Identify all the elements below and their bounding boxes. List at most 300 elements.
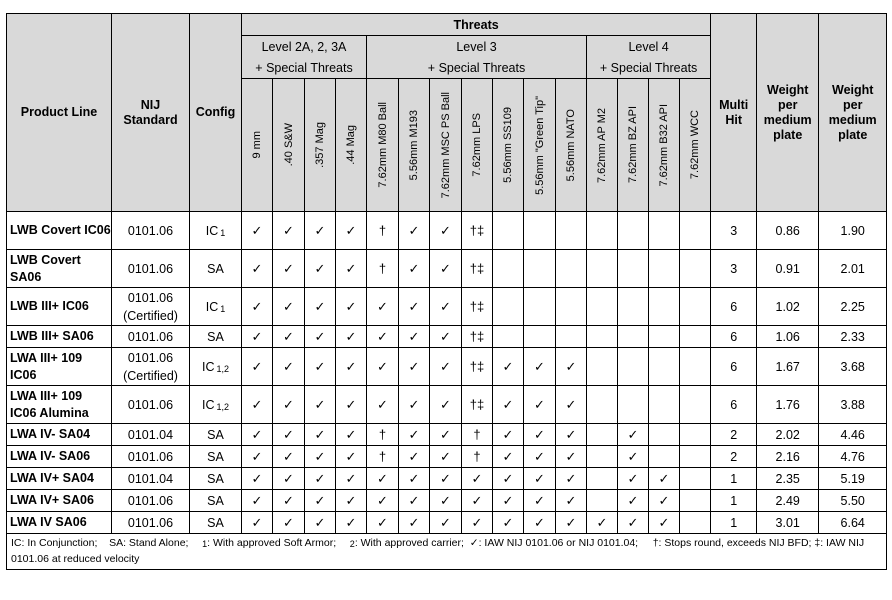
threat-cell: ✓	[556, 490, 587, 512]
weight-kg-cell: 2.16	[757, 446, 819, 468]
threat-header-label: 7.62mm B32 API	[658, 103, 670, 187]
config-value: SA	[207, 493, 224, 508]
threat-cell: ✓	[273, 490, 305, 512]
threat-cell: ✓	[493, 348, 524, 386]
config-value: SA	[207, 471, 224, 486]
threat-cell: ✓	[336, 468, 367, 490]
threat-header-14	[680, 79, 711, 212]
threat-cell: ✓	[336, 348, 367, 386]
threat-cell: ✓	[556, 468, 587, 490]
weight-lb-cell: 4.46	[819, 424, 887, 446]
threat-header-label: .357 Mag	[314, 122, 326, 168]
threat-cell	[618, 348, 649, 386]
threat-cell: ✓	[336, 386, 367, 424]
threat-cell	[680, 250, 711, 288]
threat-header-5	[399, 79, 430, 212]
nij-standard-value: 0101.06	[127, 290, 174, 305]
weight-lb-cell: 1.90	[819, 212, 887, 250]
nij-standard-cell	[112, 250, 190, 288]
multi-hit-cell: 1	[711, 490, 757, 512]
threat-header-6	[430, 79, 462, 212]
nij-standard-value: 0101.06	[127, 223, 174, 238]
threat-header-label: 7.62mm AP M2	[596, 107, 608, 183]
certified-note: (Certified)	[123, 308, 178, 323]
nij-standard-value: 0101.06	[127, 329, 174, 344]
threat-header-11	[587, 79, 618, 212]
nij-standard-value: 0101.06	[127, 449, 174, 464]
config-value: SA	[207, 515, 224, 530]
threat-cell	[649, 250, 680, 288]
threat-cell: ✓	[242, 512, 273, 534]
threat-cell	[680, 212, 711, 250]
threat-cell	[649, 326, 680, 348]
threat-cell	[556, 326, 587, 348]
header-config: Config	[190, 14, 242, 212]
threat-cell: ✓	[524, 424, 556, 446]
multi-hit-cell: 6	[711, 326, 757, 348]
weight-kg-cell: 1.02	[757, 288, 819, 326]
threat-header-label: 7.62mm MSC PS Ball	[439, 91, 452, 199]
config-cell	[190, 326, 242, 348]
threat-header-label: 7.62mm M80 Ball	[376, 102, 389, 188]
threat-cell: ✓	[556, 512, 587, 534]
weight-lb-cell: 5.50	[819, 490, 887, 512]
table-row	[7, 424, 887, 446]
nij-standard-cell	[112, 512, 190, 534]
threat-cell	[587, 212, 618, 250]
threat-cell: ✓	[367, 326, 399, 348]
nij-standard-value: 0101.06	[127, 493, 174, 508]
threat-cell	[587, 490, 618, 512]
threat-cell: ✓	[618, 490, 649, 512]
threat-cell: ✓	[493, 512, 524, 534]
config-subscript: 1,2	[216, 401, 229, 412]
threat-cell: ✓	[493, 424, 524, 446]
threat-cell: ✓	[556, 348, 587, 386]
footnote-n2: : With approved carrier;	[354, 537, 464, 549]
weight-lb-cell: 3.88	[819, 386, 887, 424]
threat-cell: ✓	[305, 386, 336, 424]
threat-cell	[649, 386, 680, 424]
config-cell	[190, 348, 242, 386]
threat-cell: ✓	[493, 386, 524, 424]
threat-header-9	[524, 79, 556, 212]
threat-cell: ✓	[430, 212, 462, 250]
threat-cell: ✓	[242, 468, 273, 490]
footnote-n2-mark: 2	[349, 539, 355, 549]
threat-cell	[680, 326, 711, 348]
threat-header-label: .40 S&W	[282, 123, 295, 167]
threat-header-1	[273, 79, 305, 212]
threat-cell: ✓	[524, 446, 556, 468]
nij-standard-value: 0101.06	[127, 350, 174, 365]
weight-kg-cell: 2.49	[757, 490, 819, 512]
weight-kg-cell: 2.35	[757, 468, 819, 490]
threat-cell	[680, 424, 711, 446]
threat-cell	[587, 446, 618, 468]
threat-cell: ✓	[336, 446, 367, 468]
threat-header-4	[367, 79, 399, 212]
table-row	[7, 288, 887, 326]
threat-cell: ✓	[273, 250, 305, 288]
threat-cell: ✓	[367, 490, 399, 512]
nij-standard-value: 0101.06	[127, 515, 174, 530]
threat-cell: ✓	[242, 326, 273, 348]
config-cell	[190, 386, 242, 424]
threat-cell: ✓	[273, 386, 305, 424]
ballistic-plate-table	[6, 13, 887, 570]
threat-cell	[618, 212, 649, 250]
threat-cell: ✓	[524, 348, 556, 386]
config-cell	[190, 212, 242, 250]
table-row	[7, 512, 887, 534]
footnote-ic: IC: In Conjunction;	[11, 537, 98, 549]
weight-lb-cell: 5.19	[819, 468, 887, 490]
config-cell	[190, 468, 242, 490]
threat-cell: ✓	[430, 446, 462, 468]
product-line-cell: LWA IV SA06	[7, 512, 112, 534]
table-row	[7, 490, 887, 512]
threat-cell: ✓	[242, 446, 273, 468]
threat-cell	[556, 250, 587, 288]
footnote-sa: SA: Stand Alone;	[109, 537, 189, 549]
config-cell	[190, 288, 242, 326]
threat-cell: ✓	[618, 446, 649, 468]
threat-cell: ✓	[430, 288, 462, 326]
threat-cell: ✓	[399, 386, 430, 424]
header-threats: Threats	[242, 14, 711, 36]
threat-cell: ✓	[367, 348, 399, 386]
threat-cell: ✓	[493, 446, 524, 468]
threat-header-0	[242, 79, 273, 212]
threat-cell: ✓	[273, 468, 305, 490]
threat-cell	[680, 348, 711, 386]
threat-cell: ✓	[430, 468, 462, 490]
threat-cell: ✓	[556, 446, 587, 468]
weight-kg-cell: 1.06	[757, 326, 819, 348]
table-row	[7, 250, 887, 288]
config-subscript: 1	[220, 227, 226, 238]
threat-cell: ✓	[462, 490, 493, 512]
threat-cell: ✓	[336, 326, 367, 348]
threat-cell: ✓	[462, 468, 493, 490]
threat-cell: ✓	[399, 212, 430, 250]
threat-cell: ✓	[399, 468, 430, 490]
weight-kg-cell: 0.91	[757, 250, 819, 288]
threat-cell: ✓	[430, 348, 462, 386]
threat-cell: ✓	[305, 424, 336, 446]
threat-cell	[493, 212, 524, 250]
config-cell	[190, 446, 242, 468]
footnote-n1-mark: 1	[202, 539, 208, 549]
threat-cell: ✓	[430, 386, 462, 424]
nij-standard-cell	[112, 386, 190, 424]
nij-standard-cell	[112, 424, 190, 446]
threat-cell: †‡	[462, 386, 493, 424]
threat-cell: ✓	[524, 468, 556, 490]
threat-header-label: .44 Mag	[345, 125, 357, 165]
nij-standard-cell	[112, 348, 190, 386]
threat-cell: ✓	[493, 468, 524, 490]
threat-header-13	[649, 79, 680, 212]
nij-standard-value: 0101.06	[127, 397, 174, 412]
config-subscript: 1	[220, 303, 226, 314]
threat-cell: ✓	[336, 424, 367, 446]
product-line-cell: LWB III+ IC06	[7, 288, 112, 326]
threat-cell	[556, 288, 587, 326]
threat-cell: ✓	[305, 512, 336, 534]
threat-header-label: 5.56mm NATO	[565, 108, 577, 182]
config-value: IC	[201, 359, 215, 374]
threat-cell: †‡	[462, 288, 493, 326]
threat-cell: ✓	[524, 490, 556, 512]
threat-cell: ✓	[273, 288, 305, 326]
threat-cell	[680, 446, 711, 468]
product-line-cell: LWA III+ 109 IC06 Alumina	[7, 386, 112, 424]
multi-hit-cell: 2	[711, 424, 757, 446]
table-header	[7, 14, 887, 212]
threat-cell: ✓	[649, 468, 680, 490]
threat-cell: ✓	[367, 386, 399, 424]
header-level-2a-line2: + Special Threats	[242, 57, 367, 79]
threat-cell: ✓	[399, 250, 430, 288]
threat-cell: ✓	[430, 512, 462, 534]
weight-lb-cell: 4.76	[819, 446, 887, 468]
threat-cell	[618, 250, 649, 288]
footnote-dagger: †: Stops round, exceeds NIJ BFD;	[652, 537, 812, 549]
threat-header-12	[618, 79, 649, 212]
product-line-cell: LWA IV- SA06	[7, 446, 112, 468]
multi-hit-cell: 6	[711, 348, 757, 386]
threat-cell	[649, 348, 680, 386]
threat-cell	[649, 446, 680, 468]
threat-cell	[587, 468, 618, 490]
threat-cell: ✓	[305, 250, 336, 288]
config-subscript: 1,2	[216, 363, 229, 374]
threat-header-10	[556, 79, 587, 212]
weight-lb-cell: 6.64	[819, 512, 887, 534]
threat-cell: †‡	[462, 212, 493, 250]
threat-cell: ✓	[493, 490, 524, 512]
multi-hit-cell: 1	[711, 512, 757, 534]
threat-cell: ✓	[273, 446, 305, 468]
threat-cell: ✓	[556, 424, 587, 446]
threat-cell	[618, 326, 649, 348]
threat-cell	[524, 288, 556, 326]
multi-hit-cell: 6	[711, 386, 757, 424]
header-weight-kg: Weight per medium plate	[757, 14, 819, 212]
threat-cell	[493, 288, 524, 326]
header-weight-lb: Weight per medium plate	[819, 14, 887, 212]
threat-cell: †	[462, 424, 493, 446]
threat-cell: ✓	[336, 250, 367, 288]
product-line-cell: LWB Covert IC06	[7, 212, 112, 250]
config-value: IC	[205, 223, 219, 238]
threat-cell	[618, 386, 649, 424]
product-line-cell: LWA III+ 109 IC06	[7, 348, 112, 386]
config-cell	[190, 512, 242, 534]
threat-header-label: 9 mm	[251, 131, 263, 159]
threat-cell	[680, 288, 711, 326]
threat-cell: ✓	[336, 288, 367, 326]
footnote-ddagger: ‡: IAW NIJ 0101.06 at reduced velocity	[11, 537, 865, 565]
threat-cell	[524, 212, 556, 250]
threat-cell: ✓	[430, 490, 462, 512]
table-row	[7, 446, 887, 468]
header-product-line: Product Line	[7, 14, 112, 212]
threat-header-3	[336, 79, 367, 212]
threat-cell: ✓	[618, 512, 649, 534]
threat-cell: ✓	[336, 512, 367, 534]
threat-cell: ✓	[430, 250, 462, 288]
threat-cell: ✓	[367, 512, 399, 534]
multi-hit-cell: 1	[711, 468, 757, 490]
weight-kg-cell: 2.02	[757, 424, 819, 446]
weight-lb-cell: 2.25	[819, 288, 887, 326]
ballistic-plate-table-container	[6, 13, 885, 570]
threat-cell: ✓	[462, 512, 493, 534]
threat-cell: †‡	[462, 250, 493, 288]
threat-cell: ✓	[556, 386, 587, 424]
threat-cell: †‡	[462, 326, 493, 348]
threat-cell: ✓	[399, 490, 430, 512]
footnote-check: ✓: IAW NIJ 0101.06 or NIJ 0101.04;	[469, 537, 639, 549]
config-cell	[190, 250, 242, 288]
threat-cell: ✓	[305, 490, 336, 512]
nij-standard-cell	[112, 468, 190, 490]
threat-cell	[680, 386, 711, 424]
threat-cell: ✓	[305, 212, 336, 250]
threat-cell: ✓	[273, 512, 305, 534]
threat-cell: ✓	[242, 424, 273, 446]
threat-cell: ✓	[430, 326, 462, 348]
threat-cell: †	[367, 446, 399, 468]
threat-cell: ✓	[336, 490, 367, 512]
config-value: IC	[205, 299, 219, 314]
product-line-cell: LWA IV+ SA04	[7, 468, 112, 490]
nij-standard-cell	[112, 212, 190, 250]
table-row	[7, 212, 887, 250]
threat-cell: ✓	[524, 512, 556, 534]
threat-cell: ✓	[399, 446, 430, 468]
threat-cell: †	[367, 250, 399, 288]
threat-cell: ✓	[399, 288, 430, 326]
threat-cell	[649, 288, 680, 326]
weight-kg-cell: 1.76	[757, 386, 819, 424]
multi-hit-cell: 6	[711, 288, 757, 326]
threat-cell	[618, 288, 649, 326]
threat-cell: ✓	[242, 490, 273, 512]
threat-cell: ✓	[430, 424, 462, 446]
weight-kg-cell: 1.67	[757, 348, 819, 386]
threat-cell: †‡	[462, 348, 493, 386]
product-line-cell: LWA IV- SA04	[7, 424, 112, 446]
weight-kg-cell: 3.01	[757, 512, 819, 534]
weight-lb-cell: 3.68	[819, 348, 887, 386]
threat-cell	[587, 348, 618, 386]
threat-cell	[587, 288, 618, 326]
config-value: SA	[207, 261, 224, 276]
config-cell	[190, 490, 242, 512]
nij-standard-cell	[112, 446, 190, 468]
threat-cell: ✓	[242, 212, 273, 250]
footnote-n1: : With approved Soft Armor;	[207, 537, 337, 549]
threat-cell: ✓	[305, 348, 336, 386]
weight-lb-cell: 2.33	[819, 326, 887, 348]
threat-header-label: 7.62mm WCC	[689, 110, 702, 180]
threat-cell	[587, 326, 618, 348]
threat-cell: ✓	[649, 512, 680, 534]
weight-kg-cell: 0.86	[757, 212, 819, 250]
threat-header-label: 5.56mm SS109	[502, 107, 514, 183]
threat-cell: ✓	[336, 212, 367, 250]
footnote	[7, 534, 887, 570]
threat-cell: ✓	[399, 326, 430, 348]
threat-cell: ✓	[618, 424, 649, 446]
table-row	[7, 348, 887, 386]
header-level-4-line2: + Special Threats	[587, 57, 711, 79]
header-multi-hit: Multi Hit	[711, 14, 757, 212]
product-line-cell: LWA IV+ SA06	[7, 490, 112, 512]
product-line-cell: LWB Covert SA06	[7, 250, 112, 288]
table-row	[7, 386, 887, 424]
threat-cell	[587, 250, 618, 288]
threat-header-label: 5.56mm M193	[408, 109, 420, 181]
threat-cell: †	[367, 212, 399, 250]
multi-hit-cell: 3	[711, 250, 757, 288]
threat-cell	[587, 424, 618, 446]
weight-lb-cell: 2.01	[819, 250, 887, 288]
nij-standard-cell	[112, 490, 190, 512]
header-level-3-line1: Level 3	[367, 36, 587, 58]
threat-cell: ✓	[305, 288, 336, 326]
threat-header-7	[462, 79, 493, 212]
threat-cell	[649, 424, 680, 446]
config-value: SA	[207, 427, 224, 442]
threat-cell: ✓	[587, 512, 618, 534]
threat-cell: ✓	[618, 468, 649, 490]
threat-cell	[493, 250, 524, 288]
product-line-cell: LWB III+ SA06	[7, 326, 112, 348]
nij-standard-cell	[112, 326, 190, 348]
certified-note: (Certified)	[123, 368, 178, 383]
config-value: SA	[207, 449, 224, 464]
threat-cell: ✓	[242, 288, 273, 326]
config-value: IC	[201, 397, 215, 412]
header-level-3-line2: + Special Threats	[367, 57, 587, 79]
threat-cell: ✓	[399, 348, 430, 386]
config-value: SA	[207, 329, 224, 344]
threat-cell: ✓	[273, 348, 305, 386]
threat-header-8	[493, 79, 524, 212]
threat-cell: ✓	[273, 424, 305, 446]
header-nij-standard: NIJ Standard	[112, 14, 190, 212]
threat-cell: †	[367, 424, 399, 446]
nij-standard-value: 0101.06	[127, 261, 174, 276]
threat-cell	[680, 490, 711, 512]
threat-header-label: 5.56mm "Green Tip"	[533, 95, 546, 195]
threat-cell: ✓	[305, 468, 336, 490]
threat-header-2	[305, 79, 336, 212]
threat-cell	[556, 212, 587, 250]
threat-cell: ✓	[524, 386, 556, 424]
table-body	[7, 212, 887, 534]
threat-cell: ✓	[305, 446, 336, 468]
threat-cell	[649, 212, 680, 250]
multi-hit-cell: 3	[711, 212, 757, 250]
nij-standard-value: 0101.04	[127, 427, 174, 442]
threat-cell	[524, 326, 556, 348]
